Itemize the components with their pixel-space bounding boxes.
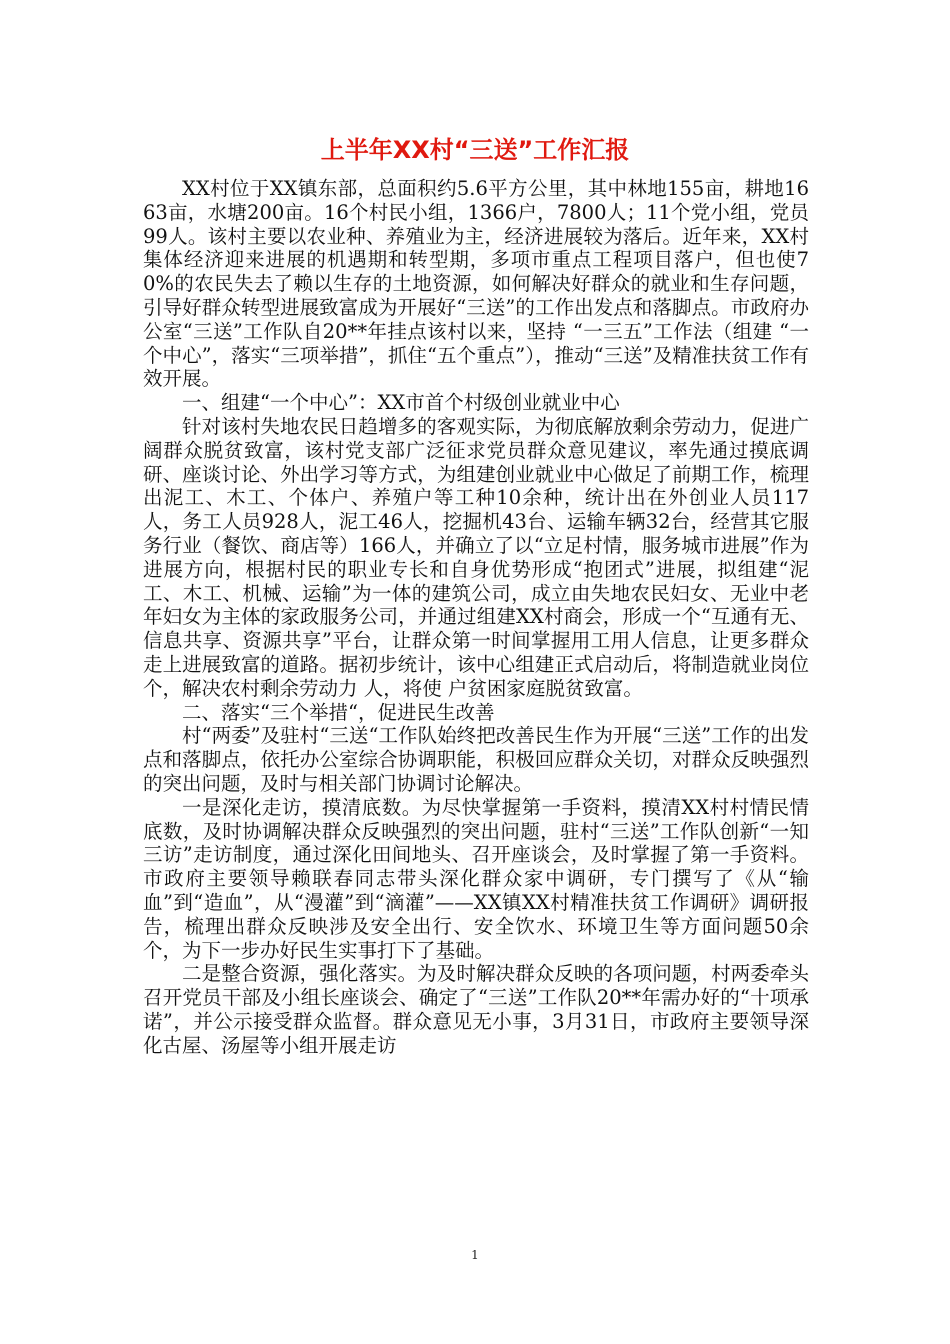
document-title: 上半年XX村“三送”工作汇报 (320, 136, 630, 164)
paragraph-intro: XX村位于XX镇东部，总面积约5.6平方公里，其中林地155亩，耕地1663亩，水塘200亩。16个村民小组，1366户，7800人；11个党小组，党员99人。该村主要以农业种、养殖业为主，经济进展较为落后。近年来，XX村集体经济迎来进展的机遇期和转型期，多项市重点工程项目落户，但也使70%的农民失去了赖以生存的土地资源，如何解决好群众的就业和生存问题，引导好群众转型进展致富成为开展好“三送”的工作出发点和落脚点。市政府办公室“三送”工作队自20**年挂点该村以来，坚持 “一三五”工作法（组建 “一个中心”，落实“三项举措”，抓住“五个重点”），推动“三送”及精准扶贫工作有效开展。 (143, 177, 809, 391)
paragraph-measure-1: 一是深化走访，摸清底数。为尽快掌握第一手资料，摸清XX村村情民情底数，及时协调解决群众反映强烈的突出问题，驻村“三送”工作队创新“一知三访”走访制度，通过深化田间地头、召开座谈会，及时掌握了第一手资料。市政府主要领导赖联春同志带头深化群众家中调研，专门撰写了《从“输血”到“造血”，从“漫灌”到“滴灌”——XX镇XX村精准扶贫工作调研》调研报告，梳理出群众反映涉及安全出行、安全饮水、环境卫生等方面问题50余个，为下一步办好民生实事打下了基础。 (143, 795, 809, 962)
document-body (143, 177, 809, 1057)
paragraph-section-1: 针对该村失地农民日趋增多的客观实际，为彻底解放剩余劳动力，促进广阔群众脱贫致富，该村党支部广泛征求党员群众意见建议，率先通过摸底调研、座谈讨论、外出学习等方式，为组建创业就业中心做足了前期工作，梳理出泥工、木工、个体户、养殖户等工种10余种，统计出在外创业人员117人，务工人员928人，泥工46人，挖掘机43台、运输车辆32台，经营其它服务行业（餐饮、商店等）166人，并确立了以“立足村情，服务城市进展”作为进展方向，根据村民的职业专长和自身优势形成“抱团式”进展，拟组建“泥工、木工、机械、运输”为一体的建筑公司，成立由失地农民妇女、无业中老年妇女为主体的家政服务公司，并通过组建XX村商会，形成一个“互通有无、信息共享、资源共享”平台，让群众第一时间掌握用工用人信息，让更多群众走上进展致富的道路。据初步统计，该中心组建正式启动后，将制造就业岗位 个，解决农村剩余劳动力 人，将使 户贫困家庭脱贫致富。 (143, 414, 809, 700)
paragraph-measure-2: 二是整合资源，强化落实。为及时解决群众反映的各项问题，村两委牵头召开党员干部及小组长座谈会、确定了“三送”工作队20**年需办好的“十项承诺”，并公示接受群众监督。群众意见无小事，3月31日，市政府主要领导深化古屋、汤屋等小组开展走访 (143, 962, 809, 1057)
page-number: 1 (471, 1248, 479, 1262)
paragraph-section-2: 村“两委”及驻村“三送“工作队始终把改善民生作为开展“三送”工作的出发点和落脚点，依托办公室综合协调职能，积极回应群众关切，对群众反映强烈的突出问题，及时与相关部门协调讨论解决。 (143, 724, 809, 795)
section-heading-2: 二、落实“三个举措“，促进民生改善 (182, 700, 495, 724)
section-heading-1: 一、组建“一个中心”：XX市首个村级创业就业中心 (182, 391, 620, 415)
